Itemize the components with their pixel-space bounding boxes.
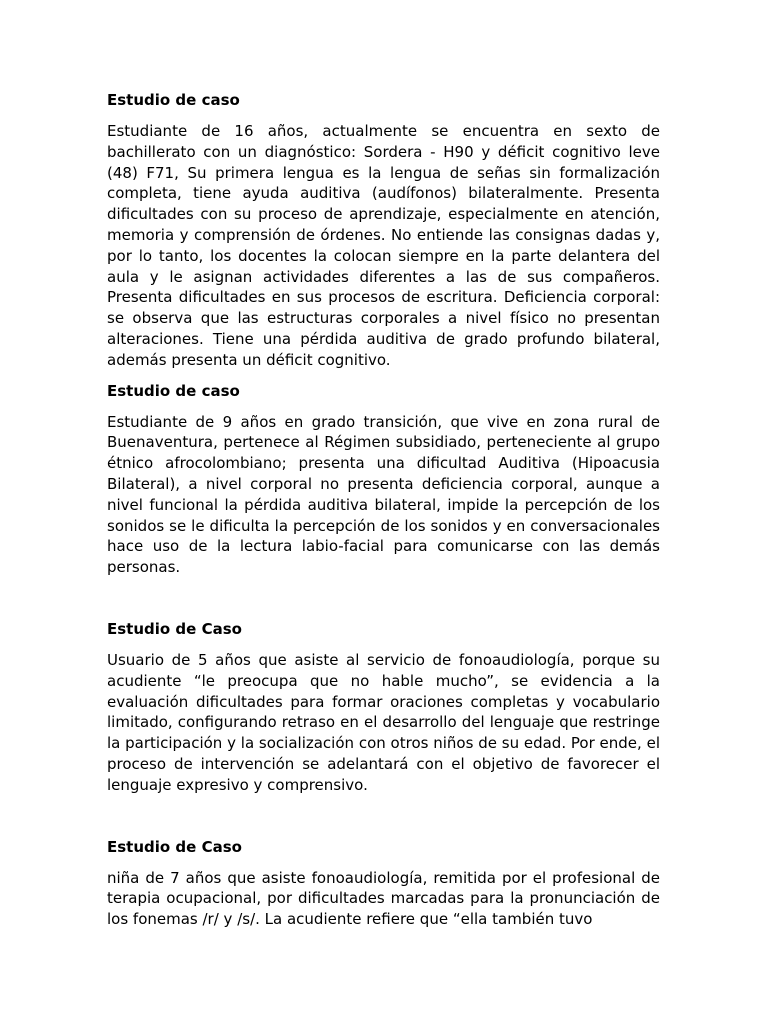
case-study-section bbox=[107, 381, 660, 578]
case-study-heading: Estudio de Caso bbox=[107, 837, 242, 856]
case-study-body: Estudiante de 16 años, actualmente se encuentra en sexto de bachillerato con un diagnóstico: Sordera - H90 y déficit cognitivo leve (48) F71, Su primera lengua es la lengua de señas sin formalización completa, tiene ayuda auditiva (audífonos) bilateralmente. Presenta dificultades con su proceso de aprendizaje, especialmente en atención, memoria y comprensión de órdenes. No entiende las consignas dadas y, por lo tanto, los docentes la colocan siempre en la parte delantera del aula y le asignan actividades diferentes a las de sus compañeros. Presenta dificultades en sus procesos de escritura. Deficiencia corporal: se observa que las estructuras corporales a nivel físico no presentan alteraciones. Tiene una pérdida auditiva de grado profundo bilateral, además presenta un déficit cognitivo. bbox=[107, 122, 660, 369]
case-study-heading: Estudio de caso bbox=[107, 91, 240, 109]
case-study-body: niña de 7 años que asiste fonoaudiología, remitida por el profesional de terapia ocupacional, por dificultades marcadas para la pronunciación de los fonemas /r/ y /s/. La acudiente refiere que “ella también tuvo bbox=[107, 868, 660, 929]
case-study-section bbox=[107, 619, 660, 796]
case-study-section bbox=[107, 90, 660, 371]
case-study-section bbox=[107, 837, 660, 930]
case-study-heading: Estudio de Caso bbox=[107, 619, 242, 638]
document-page bbox=[107, 90, 660, 930]
case-study-heading: Estudio de caso bbox=[107, 381, 240, 400]
case-study-body: Usuario de 5 años que asiste al servicio de fonoaudiología, porque su acudiente “le preocupa que no hable mucho”, se evidencia a la evaluación dificultades para formar oraciones completas y vocabulario limitado, configurando retraso en el desarrollo del lenguaje que restringe la participación y la socialización con otros niños de su edad. Por ende, el proceso de intervención se adelantará con el objetivo de favorecer el lenguaje expresivo y comprensivo. bbox=[107, 650, 660, 794]
case-study-body: Estudiante de 9 años en grado transición, que vive en zona rural de Buenaventura, pertenece al Régimen subsidiado, perteneciente al grupo étnico afrocolombiano; presenta una dificultad Auditiva (Hipoacusia Bilateral), a nivel corporal no presenta deficiencia corporal, aunque a nivel funcional la pérdida auditiva bilateral, impide la percepción de los sonidos se le dificulta la percepción de los sonidos y en conversacionales hace uso de la lectura labio-facial para comunicarse con las demás personas. bbox=[107, 412, 660, 577]
